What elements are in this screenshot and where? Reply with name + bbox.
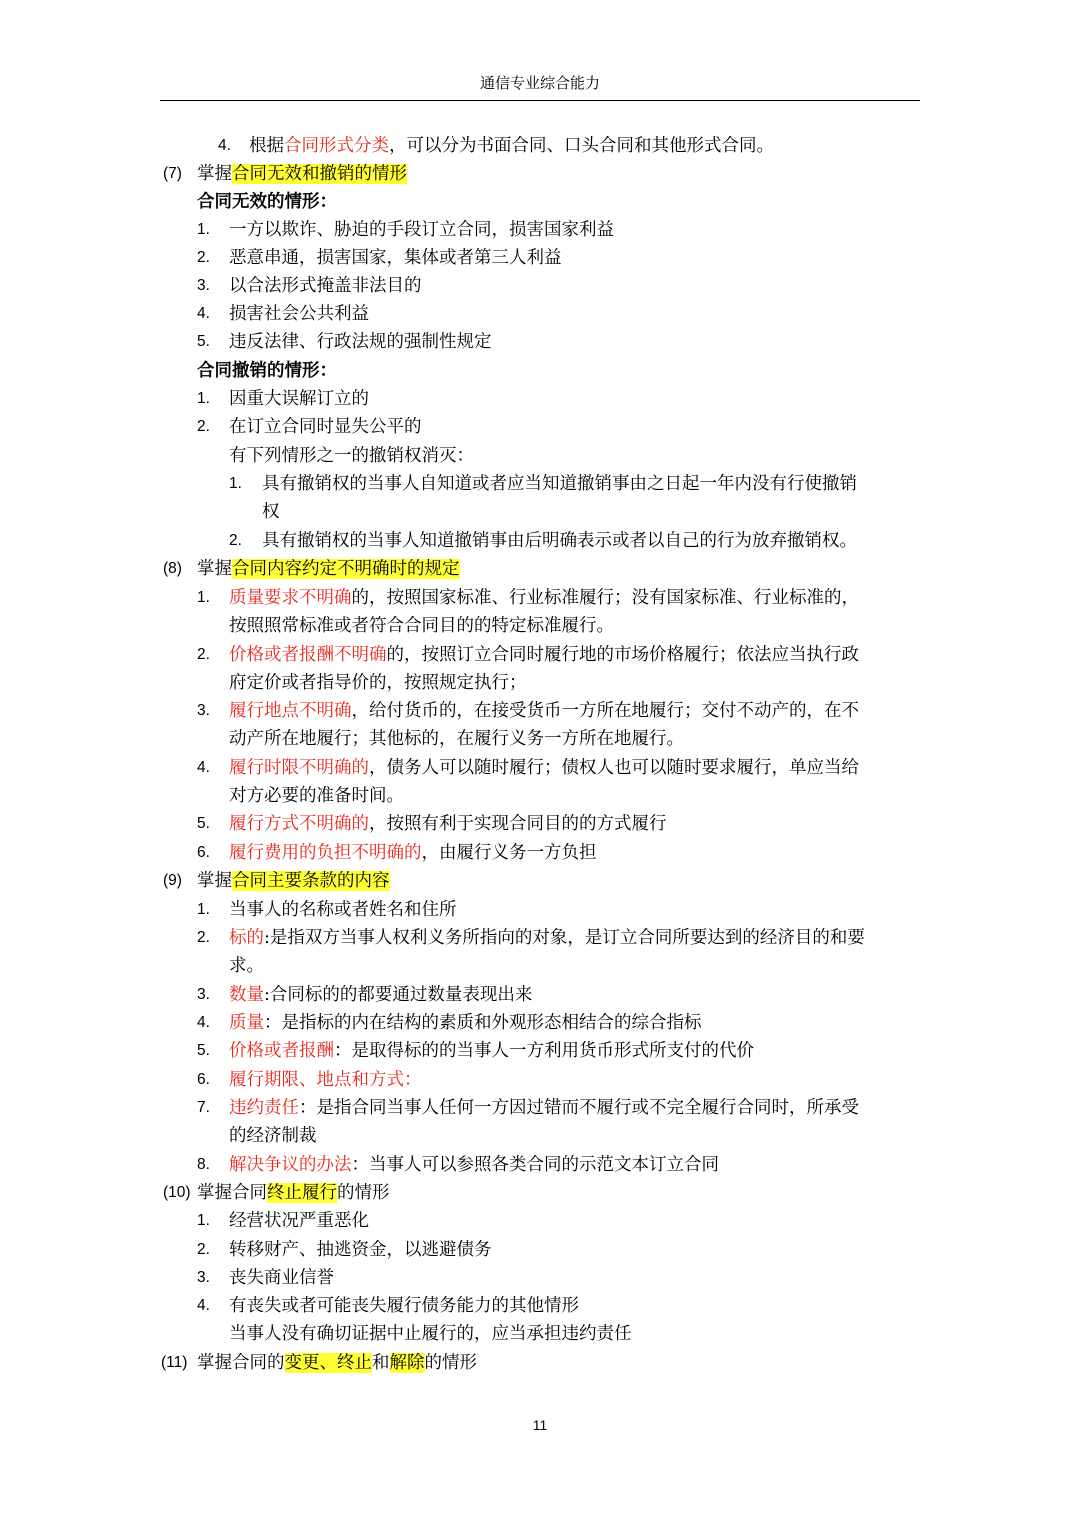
list-number: 8. [197,1156,210,1173]
list-item: 履行方式不明确的，按照有利于实现合同目的的方式履行 [229,814,667,834]
list-item-continuation: 对方必要的准备时间。 [229,786,404,806]
list-item: 解决争议的办法：当事人可以参照各类合同的示范文本订立合同 [229,1155,719,1175]
list-item: 根据合同形式分类，可以分为书面合同、口头合同和其他形式合同。 [249,136,774,156]
section-number: (9) [163,872,182,889]
red-term: 价格或者报酬 [229,1041,334,1061]
list-item [229,1066,422,1094]
highlighted-term: 合同主要条款的内容 [232,871,390,891]
list-item: 履行地点不明确，给付货币的，在接受货币一方所在地履行；交付不动产的，在不 [229,701,859,721]
red-term: 解决争议的办法 [229,1155,352,1175]
list-item-continuation: 府定价或者指导价的，按照规定执行； [229,673,527,693]
list-item: 具有撤销权的当事人知道撤销事由后明确表示或者以自己的行为放弃撤销权。 [262,531,857,551]
list-item: 标的:是指双方当事人权利义务所指向的对象，是订立合同所要达到的经济目的和要 [229,928,865,948]
highlighted-term: 变更 [284,1353,320,1373]
list-number: 4. [197,305,210,322]
highlighted-term: 终止履行 [267,1183,337,1203]
list-item: 转移财产、抽逃资金，以逃避债务 [229,1240,492,1260]
red-term: 标的 [229,928,264,948]
highlighted-term: 合同无效和撤销的情形 [232,164,407,184]
list-item: 价格或者报酬不明确的，按照订立合同时履行地的市场价格履行；依法应当执行政 [229,645,859,665]
red-term: 履行地点不明确 [229,701,352,721]
list-item: 价格或者报酬：是取得标的的当事人一方利用货币形式所支付的代价 [229,1041,754,1061]
list-number: 3. [197,702,210,719]
list-item: 因重大误解订立的 [229,389,369,409]
list-item: 一方以欺诈、胁迫的手段订立合同，损害国家利益 [229,220,614,240]
list-item: 质量要求不明确的，按照国家标准、行业标准履行；没有国家标准、行业标准的， [229,588,859,608]
list-number: 2. [229,532,242,549]
list-item: 质量：是指标的内在结构的素质和外观形态相结合的综合指标 [229,1013,702,1033]
list-number: 3. [197,986,210,1003]
list-item: 数量:合同标的的都要通过数量表现出来 [229,985,533,1005]
red-term: 履行期限、地点和方式： [229,1070,422,1090]
list-number: 7. [197,1099,210,1116]
list-item-continuation: 动产所在地履行；其他标的，在履行义务一方所在地履行。 [229,729,684,749]
red-term: 质量要求不明确 [229,588,352,608]
list-item-continuation: 的经济制裁 [229,1126,317,1146]
highlighted-term: 合同内容约定不明确时的规定 [232,559,460,579]
page-header [160,72,920,101]
list-number: 5. [197,1042,210,1059]
page-number: 11 [532,1417,548,1433]
list-number: 2. [197,929,210,946]
sub-intro: 有下列情形之一的撤销权消灭： [229,446,474,466]
list-number: 1. [197,1212,210,1229]
red-term: 履行费用的负担不明确的 [229,843,422,863]
list-item: 以合法形式掩盖非法目的 [229,276,422,296]
section-heading: 掌握合同终止履行的情形 [197,1183,390,1203]
list-number: 1. [197,221,210,238]
red-term: 数量 [229,985,264,1005]
list-item: 违反法律、行政法规的强制性规定 [229,332,492,352]
list-item: 当事人的名称或者姓名和住所 [229,900,457,920]
red-term: 价格或者报酬不明确 [229,645,387,665]
list-item: 违约责任：是指合同当事人任何一方因过错而不履行或不完全履行合同时，所承受 [229,1098,859,1118]
list-item: 恶意串通，损害国家，集体或者第三人利益 [229,248,562,268]
section-number: (7) [163,165,182,182]
highlighted-term: 终止 [337,1353,372,1373]
red-term: 履行方式不明确的 [229,814,369,834]
note-text: 当事人没有确切证据中止履行的，应当承担违约责任 [229,1324,632,1344]
list-item: 丧失商业信誉 [229,1268,334,1288]
section-heading: 掌握合同无效和撤销的情形 [197,164,407,184]
list-number: 5. [197,815,210,832]
subsection-title: 合同无效的情形： [197,192,337,212]
list-number: 2. [197,249,210,266]
list-number: 6. [197,844,210,861]
list-number: 1. [229,475,242,492]
list-number: 1. [197,589,210,606]
list-number: 1. [197,390,210,407]
list-number: 4. [197,1014,210,1031]
list-number: 2. [197,646,210,663]
red-term: 合同形式分类 [284,136,389,156]
list-number: 3. [197,277,210,294]
list-number: 1. [197,901,210,918]
list-number: 4. [218,137,231,154]
red-term: 违约责任 [229,1098,299,1118]
list-item: 损害社会公共利益 [229,304,369,324]
list-item-continuation: 权 [262,502,280,522]
highlighted-term: 解除 [389,1353,425,1373]
list-item-continuation: 按照照常标准或者符合合同目的的特定标准履行。 [229,616,614,636]
list-number: 4. [197,1297,210,1314]
list-number: 6. [197,1071,210,1088]
section-number: (8) [163,560,182,577]
list-number: 5. [197,333,210,350]
list-item-continuation: 求。 [229,956,264,976]
list-number: 2. [197,1241,210,1258]
section-number: (10) [163,1184,191,1201]
section-heading: 掌握合同的变更、终止和解除的情形 [197,1353,477,1373]
list-item: 履行时限不明确的，债务人可以随时履行；债权人也可以随时要求履行，单应当给 [229,758,859,778]
list-number: 2. [197,418,210,435]
list-number: 4. [197,759,210,776]
subsection-title: 合同撤销的情形： [197,361,337,381]
list-item: 履行费用的负担不明确的，由履行义务一方负担 [229,843,597,863]
section-number: (11) [161,1354,188,1371]
red-term: 履行时限不明确的 [229,758,369,778]
list-item: 经营状况严重恶化 [229,1211,369,1231]
section-heading: 掌握合同主要条款的内容 [197,871,390,891]
red-term: 质量 [229,1013,264,1033]
list-item: 在订立合同时显失公平的 [229,417,422,437]
list-number: 3. [197,1269,210,1286]
section-heading: 掌握合同内容约定不明确时的规定 [197,559,460,579]
list-item: 有丧失或者可能丧失履行债务能力的其他情形 [229,1296,579,1316]
list-item: 具有撤销权的当事人自知道或者应当知道撤销事由之日起一年内没有行使撤销 [262,474,857,494]
header-title: 通信专业综合能力 [479,74,600,92]
